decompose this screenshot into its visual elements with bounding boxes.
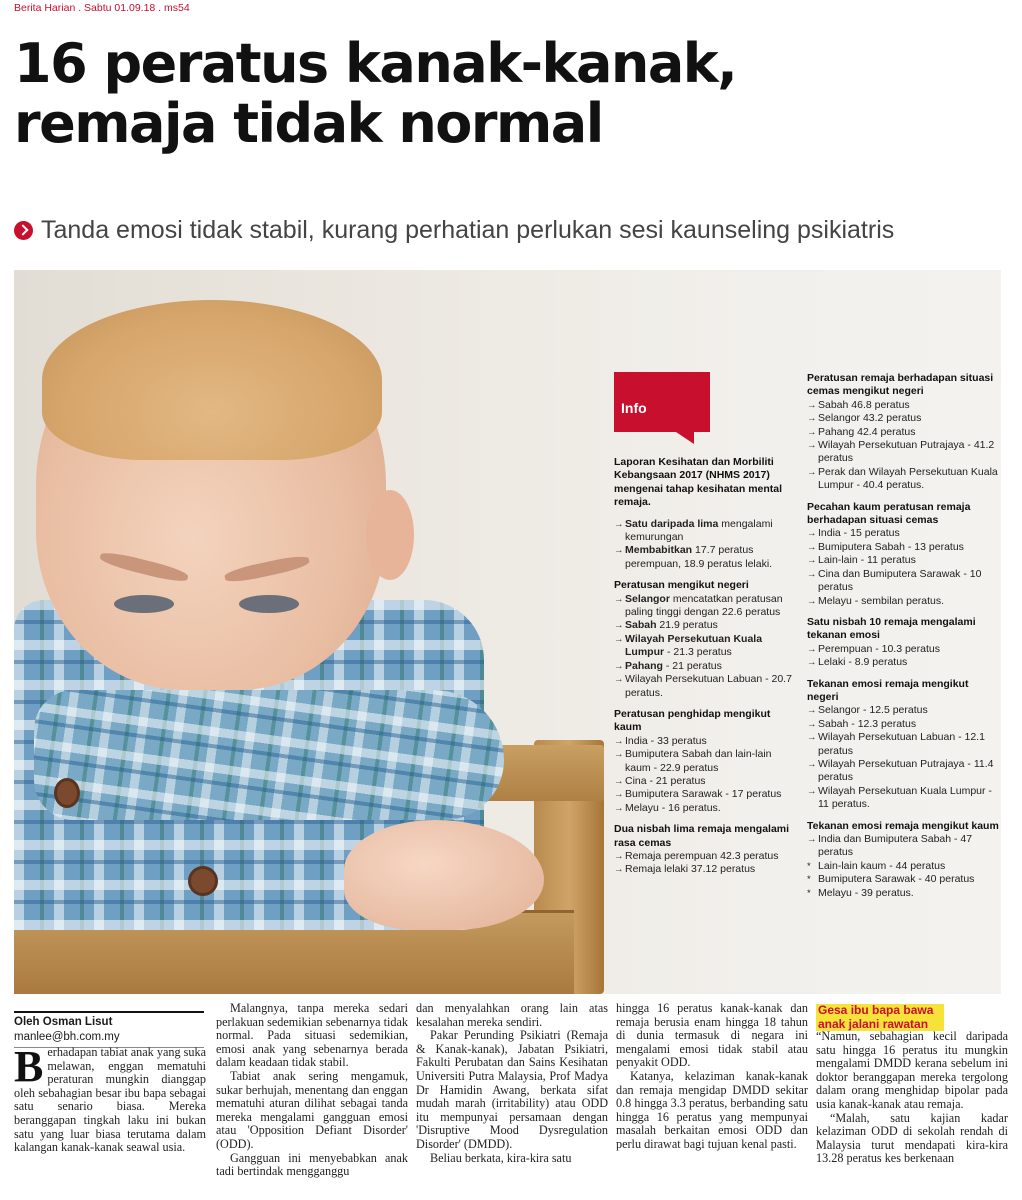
info-item: → Pahang 42.4 peratus [807,426,999,439]
info-section [807,616,999,670]
info-item: → Melayu - sembilan peratus. [807,595,999,608]
info-item: → Lain-lain - 11 peratus [807,554,999,567]
info-item-text: 17.7 peratus perempuan, 18.9 peratus lelaki. [625,544,773,570]
info-item-text: mencatatkan peratusan paling tinggi dengan 22.6 peratus [625,592,783,619]
info-item-text: - 21.3 peratus [664,646,732,659]
info-column-right [807,372,999,900]
info-section [614,518,796,572]
info-item: → Bumiputera Sabah dan lain-lain kaum - 22.9 peratus [614,748,796,775]
arrow-right-circle-icon [14,221,33,240]
article-paragraph: Gangguan ini menyebabkan anak tadi bertindak mengganggu [216,1150,408,1179]
info-item: → Cina - 21 peratus [614,775,796,788]
drop-cap: B [14,1042,44,1091]
info-item-text: - 21 peratus [662,659,722,672]
info-section-head: Satu nisbah 10 remaja mengalami tekanan emosi [807,615,976,642]
article-paragraph: Tabiat anak sering mengamuk, sukar berhujah, menentang dan enggan mematuhi aturan dilihat sebagai tanda mereka mengalami gangguan emosi atau 'Opposition Defiant Disorder' (ODD). [216,1068,408,1151]
info-item: * Lain-lain kaum - 44 peratus [807,860,999,873]
article-paragraph: hingga 16 peratus kanak-kanak dan remaja berusia enam hingga 18 tahun di dunia termasuk di negara ini mengalami emosi tidak stabil atau penyakit ODD. [616,1001,808,1070]
info-section [614,823,796,877]
info-intro: Laporan Kesihatan dan Morbiliti Kebangsaan 2017 (NHMS 2017) mengenai tahap kesihatan mental remaja. [614,456,783,509]
child-arm [34,690,504,820]
info-column-left [614,456,796,877]
article-sidehead: Gesa ibu bapa bawa anak jalani rawatan [816,1004,944,1031]
info-item: → Wilayah Persekutuan Kuala Lumpur - 11 peratus. [807,785,999,812]
info-item: → Wilayah Persekutuan Putrajaya - 11.4 peratus [807,758,999,785]
shirt-button [54,778,80,808]
info-item-bold: Sabah [625,619,657,632]
info-item: → Selangor 43.2 peratus [807,412,999,425]
info-item-bold: Membabitkan [625,544,693,557]
info-section [614,708,796,815]
subhead-text: Tanda emosi tidak stabil, kurang perhatian perlukan sesi kaunseling psikiatris [41,216,895,244]
article-column-1 [14,1042,206,1155]
article-paragraph: Beliau berkata, kira-kira satu [430,1150,572,1165]
info-item-text: mengalami kemurungan [625,517,773,544]
info-item: → Sabah 46.8 peratus [807,399,999,412]
info-item: → Perak dan Wilayah Persekutuan Kuala Lumpur - 40.4 peratus. [807,466,999,493]
info-item [614,544,796,571]
info-section [807,372,999,493]
headline-line-2: remaja tidak normal [14,92,603,155]
article-paragraph [14,1042,206,1155]
info-item: → Wilayah Persekutuan Labuan - 12.1 peratus [807,731,999,758]
child-eye-right [239,595,299,613]
info-section-head: Tekanan emosi remaja mengikut kaum [807,819,999,832]
child-hair [42,300,382,460]
subhead [14,216,894,245]
info-item: → Sabah - 12.3 peratus [807,718,999,731]
info-item [614,633,796,660]
headline-line-1: 16 peratus kanak-kanak, [14,32,737,95]
info-item [614,619,796,632]
article-column-2 [216,1002,408,1179]
child-eye-left [114,595,174,613]
info-section [614,579,796,700]
info-item [614,593,796,620]
info-section-head: Dua nisbah lima remaja mengalami rasa cemas [614,823,790,849]
info-section-head: Peratusan penghidap mengikut kaum [614,707,771,734]
author-email: manlee@bh.com.my [14,1030,204,1048]
info-item: → Remaja lelaki 37.12 peratus [614,863,796,876]
article-column-5 [816,1030,1008,1166]
info-section-head: Pecahan kaum peratusan remaja berhadapan situasi cemas [807,500,971,527]
headline [14,34,1004,154]
article-paragraph: dan menyalahkan orang lain atas kesalahan mereka sendiri. [416,1001,608,1029]
masthead: Berita Harian . Sabtu 01.09.18 . ms54 [14,2,190,14]
info-item: → Bumiputera Sarawak - 17 peratus [614,788,796,801]
info-item: → Bumiputera Sabah - 13 peratus [807,541,999,554]
info-item: → India - 33 peratus [614,735,796,748]
info-section [807,678,999,812]
info-item: * Bumiputera Sarawak - 40 peratus [807,873,999,886]
info-section [807,820,999,900]
info-item: → India dan Bumiputera Sabah - 47 peratus [807,833,999,860]
info-item: → Perempuan - 10.3 peratus [807,643,999,656]
info-section-head: Peratusan remaja berhadapan situasi cemas mengikut negeri [807,372,994,398]
info-section-head: Tekanan emosi remaja mengikut negeri [807,677,969,703]
info-item-bold: Wilayah Persekutuan Kuala Lumpur [625,632,763,659]
article-text: erhadapan tabiat anak yang suka melawan, enggan mematuhi peraturan mungkin dianggap oleh sebahagian besar ibu bapa sebagai satu senario biasa. Mereka beranggapan tingkah laku ini bukan satu yang luar biasa terutama dalam kalangan kanak-kanak seawal usia. [14,1045,206,1155]
author-name: Oleh Osman Lisut [14,1011,204,1030]
article-column-3 [416,1002,608,1165]
shirt-button [188,866,218,896]
info-item-text: 21.9 peratus [656,619,718,632]
child-hand [344,820,544,930]
info-item-bold: Pahang [625,659,663,672]
info-tag: Info [614,372,710,432]
info-item-bold: Selangor [625,592,670,605]
info-section [807,501,999,608]
article-column-4 [616,1002,808,1152]
article-paragraph: “Namun, sebahagian kecil daripada satu hingga 16 peratus itu mungkin mengalami DMDD kerana sebelum ini doktor beranggapan mereka tergolong dalam orang menghidap bipolar pada usia kanak-kanak atau remaja. [816,1029,1008,1111]
info-item [614,660,796,673]
article-paragraph: “Malah, satu kajian kadar kelaziman ODD di sekolah rendah di Malaysia turut mendapati kira-kira 13.28 peratus kes berkenaan [816,1110,1008,1166]
info-item: → Selangor - 12.5 peratus [807,704,999,717]
article-paragraph: Pakar Perunding Psikiatri (Remaja & Kanak-kanak), Jabatan Psikiatri, Fakulti Perubatan dan Sains Kesihatan Universiti Putra Malaysia, Prof Madya Dr Hamidin Awang, berkata sifat mudah marah (irritability) atau ODD itu mempunyai persamaan dengan 'Disruptive Mood Dysregulation Disorder' (DMDD). [416,1028,608,1151]
info-item: * Melayu - 39 peratus. [807,887,999,900]
article-paragraph: Katanya, kelaziman kanak-kanak dan remaja mengidap DMDD sekitar 0.8 hingga 3.3 peratus, berbanding satu hingga 16 peratus yang mempunyai masalah berkaitan emosi ODD dan perlu dirawat bagi tujuan kenal pasti. [616,1068,808,1151]
info-item: → Cina dan Bumiputera Sarawak - 10 peratus [807,568,999,595]
info-item: → Wilayah Persekutuan Putrajaya - 41.2 peratus [807,439,999,466]
info-item: → Remaja perempuan 42.3 peratus [614,850,796,863]
info-item: → Melayu - 16 peratus. [614,802,796,815]
info-section-head: Peratusan mengikut negeri [614,579,749,592]
info-item-bold: Satu daripada lima [625,517,719,530]
info-item [614,518,796,545]
article-paragraph: Malangnya, tanpa mereka sedari perlakuan sedemikian sebenarnya tidak normal. Pada situasi sedemikian, emosi anak yang sebenarnya berada dalam keadaan tidak stabil. [216,1001,408,1070]
info-item: → India - 15 peratus [807,527,999,540]
info-item: → Lelaki - 8.9 peratus [807,656,999,669]
info-item: → Wilayah Persekutuan Labuan - 20.7 peratus. [614,673,796,700]
child-ear [366,490,414,580]
